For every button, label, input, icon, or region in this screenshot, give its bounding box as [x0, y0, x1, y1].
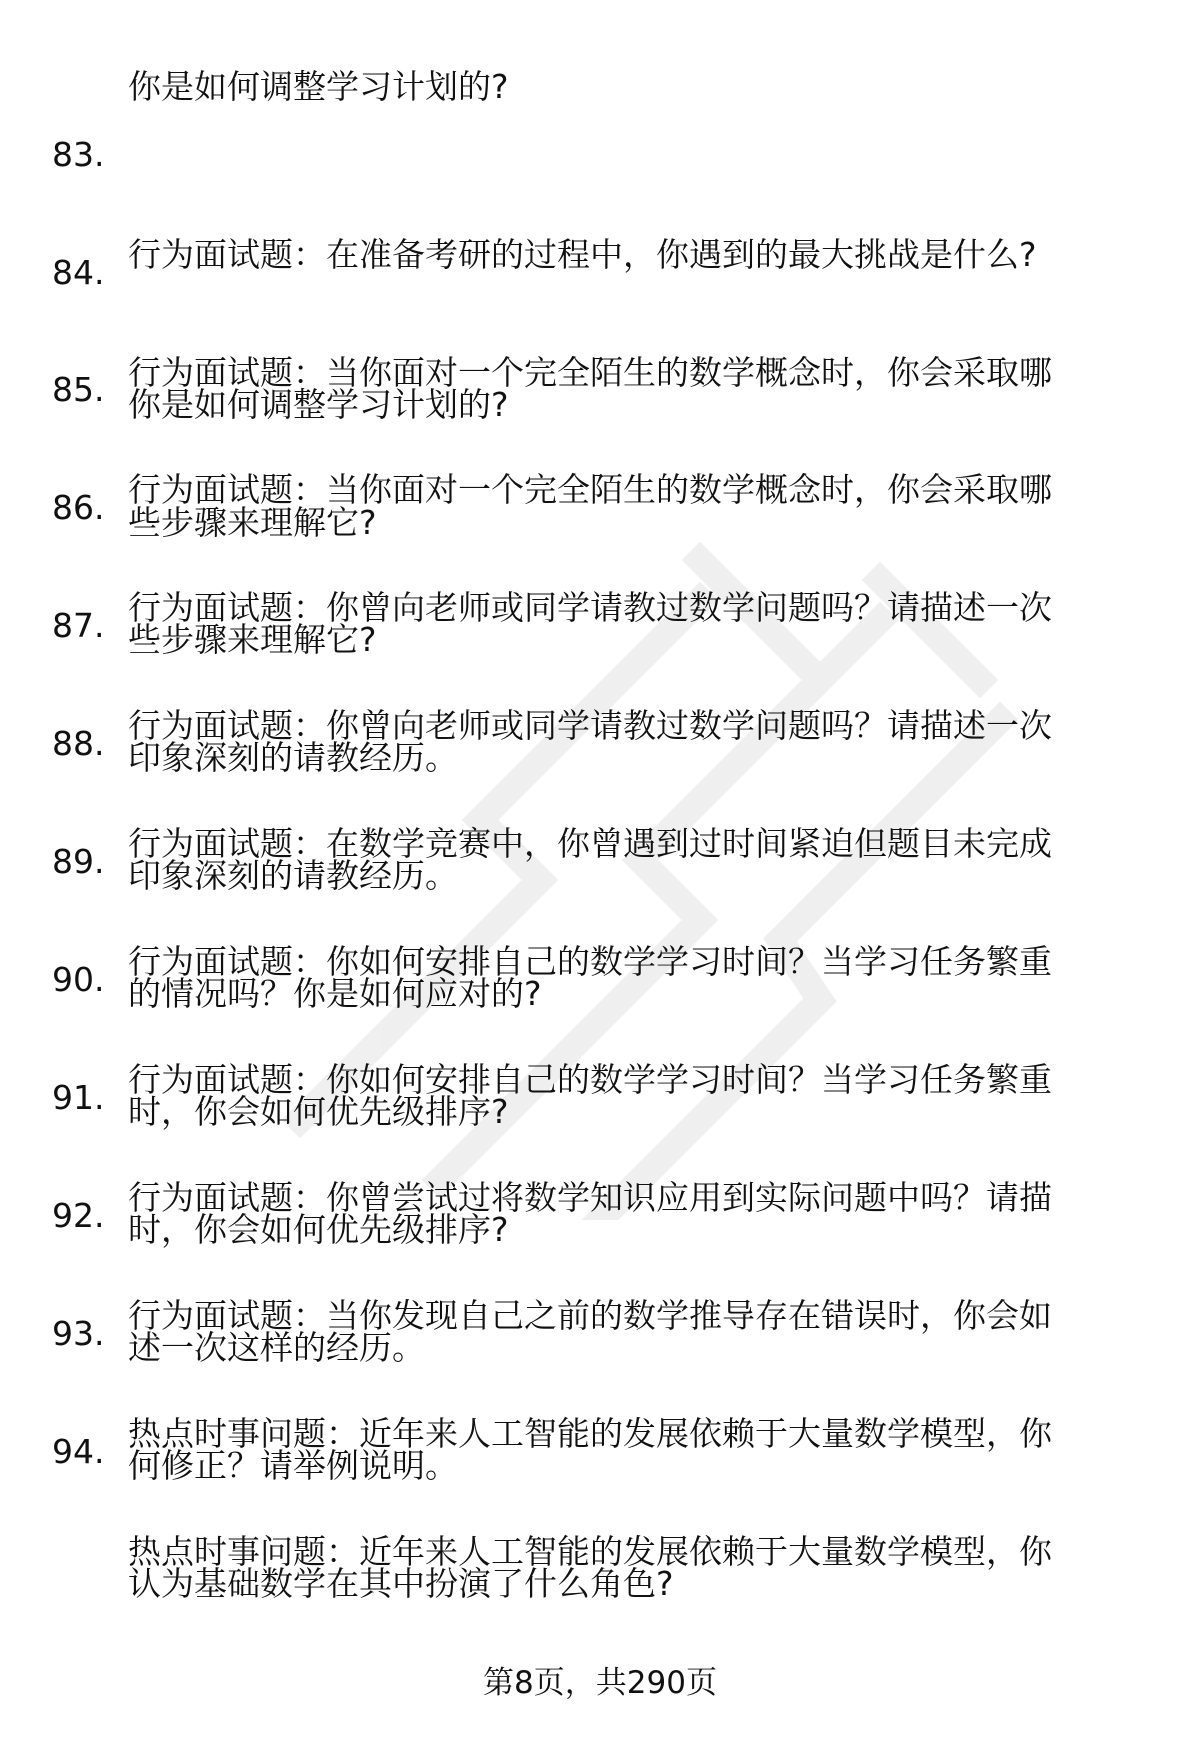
question-line: 行为面试题：你曾尝试过将数学知识应用到实际问题中吗？请描	[128, 1178, 1052, 1217]
question-number: 85.	[52, 370, 105, 409]
page-footer: 第8页，共290页	[483, 1665, 717, 1701]
question-line: 行为面试题：在数学竞赛中，你曾遇到过时间紧迫但题目未完成	[128, 824, 1052, 863]
question-line: 行为面试题：当你发现自己之前的数学推导存在错误时，你会如	[128, 1296, 1052, 1335]
question-number: 94.	[52, 1432, 105, 1471]
question-number: 90.	[52, 960, 105, 999]
question-number: 83.	[52, 135, 105, 174]
continued-question-text: 你是如何调整学习计划的?	[128, 67, 509, 106]
question-line: 的情况吗？你是如何应对的?	[128, 974, 542, 1013]
question-line: 行为面试题：你如何安排自己的数学学习时间？当学习任务繁重	[128, 942, 1052, 981]
question-number: 84.	[52, 253, 105, 292]
question-number: 93.	[52, 1314, 105, 1353]
question-line: 印象深刻的请教经历。	[128, 738, 458, 777]
question-line: 何修正？请举例说明。	[128, 1446, 458, 1485]
question-line: 述一次这样的经历。	[128, 1328, 425, 1367]
question-number: 86.	[52, 488, 105, 527]
list-item	[52, 1427, 1142, 1677]
question-line: 行为面试题：在准备考研的过程中，你遇到的最大挑战是什么?	[128, 235, 1037, 274]
question-line: 你是如何调整学习计划的?	[128, 385, 509, 424]
question-line: 行为面试题：你曾向老师或同学请教过数学问题吗？请描述一次	[128, 706, 1052, 745]
question-number: 89.	[52, 842, 105, 881]
question-line: 行为面试题：你曾向老师或同学请教过数学问题吗？请描述一次	[128, 588, 1052, 627]
question-line: 时，你会如何优先级排序?	[128, 1210, 509, 1249]
question-number: 91.	[52, 1078, 105, 1117]
question-line: 行为面试题：当你面对一个完全陌生的数学概念时，你会采取哪	[128, 353, 1052, 392]
question-number: 87.	[52, 606, 105, 645]
question-line: 时，你会如何优先级排序?	[128, 1092, 509, 1131]
question-line: 热点时事问题：近年来人工智能的发展依赖于大量数学模型，你	[128, 1532, 1052, 1571]
question-line: 些步骤来理解它?	[128, 620, 377, 659]
question-line: 认为基础数学在其中扮演了什么角色?	[128, 1564, 674, 1603]
question-line: 行为面试题：当你面对一个完全陌生的数学概念时，你会采取哪	[128, 470, 1052, 509]
question-line: 些步骤来理解它?	[128, 503, 377, 542]
question-line: 行为面试题：你如何安排自己的数学学习时间？当学习任务繁重	[128, 1060, 1052, 1099]
question-line: 印象深刻的请教经历。	[128, 856, 458, 895]
question-line: 热点时事问题：近年来人工智能的发展依赖于大量数学模型，你	[128, 1414, 1052, 1453]
question-text	[128, 1427, 1142, 1677]
question-number: 92.	[52, 1196, 105, 1235]
question-number: 88.	[52, 724, 105, 763]
